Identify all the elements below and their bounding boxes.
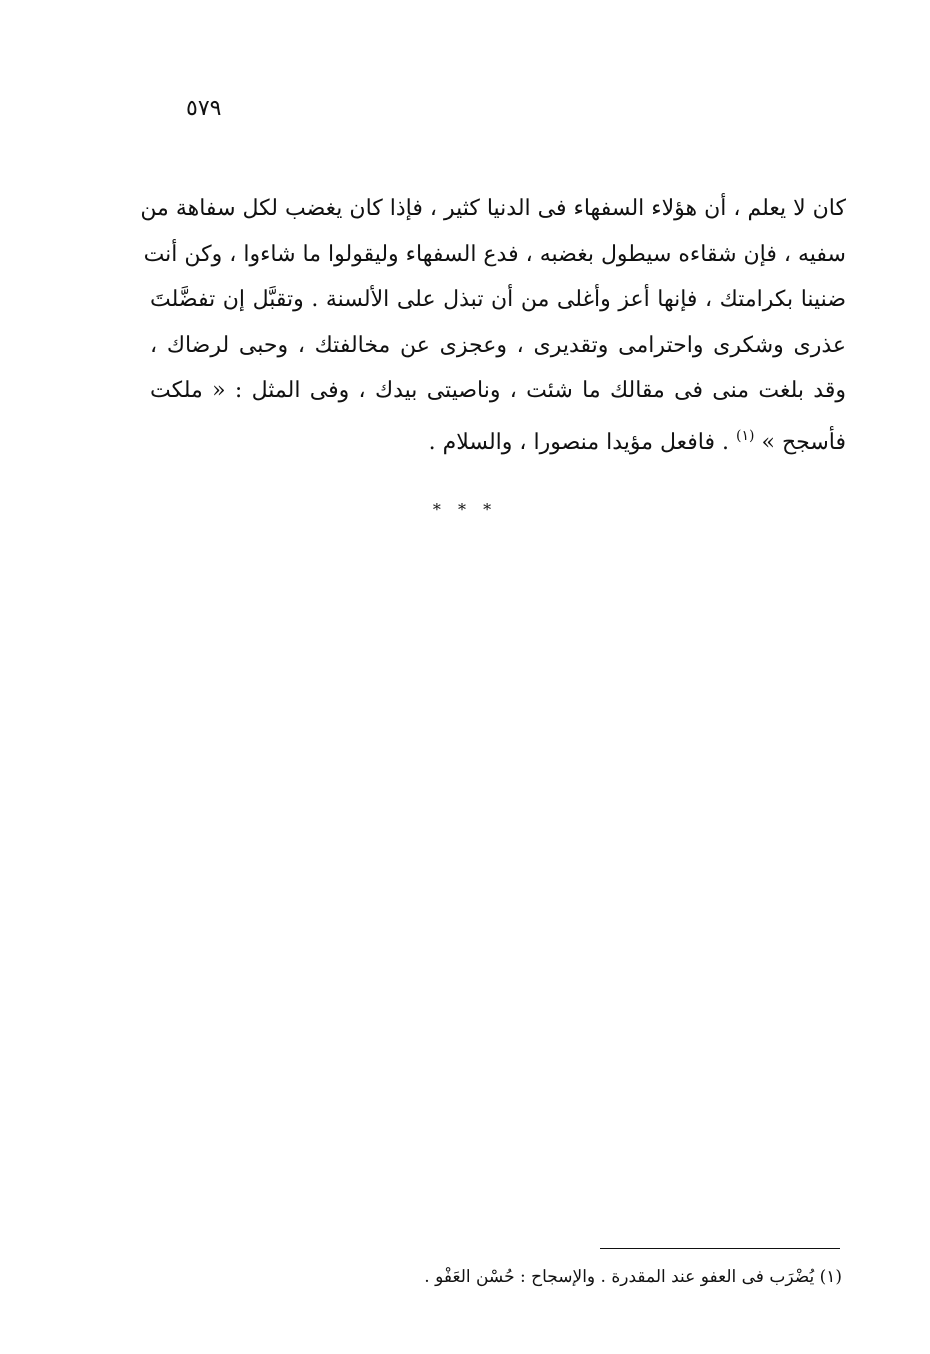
quote-text: فأسجح » [761, 429, 846, 455]
closing-text: . فافعل مؤيدا منصورا ، والسلام . [428, 429, 730, 455]
text-line: سفيه ، فإن شقاءه سيطول بغضبه ، فدع السفهاء وليقولوا ما شاءوا ، وكن أنت [143, 241, 846, 267]
footnote-reference: (١) [736, 427, 755, 444]
text-line: وقد بلغت منى فى مقالك ما شئت ، وناصيتى بيدك ، وفى المثل : « ملكت [150, 378, 846, 404]
text-line: ضنينا بكرامتك ، فإنها أعز وأغلى من أن تبذل على الألسنة . وتقبَّل إن تفضَّلتَ [150, 287, 846, 313]
text-line-last [150, 414, 846, 460]
text-line: عذرى وشكرى واحترامى وتقديرى ، وعجزى عن مخالفتك ، وحبى لرضاك ، [150, 332, 846, 358]
page-number: ٥٧٩ [186, 96, 222, 121]
text-line: كان لا يعلم ، أن هؤلاء السفهاء فى الدنيا كثير ، فإذا كان يغضب لكل سفاهة من [140, 196, 846, 221]
footnote: (١) يُضْرَب فى العفو عند المقدرة . والإسجاح : حُسْن العَفْو . [424, 1267, 842, 1287]
body-paragraph [140, 186, 846, 460]
section-separator: * * * [432, 500, 498, 519]
footnote-divider [600, 1248, 840, 1249]
